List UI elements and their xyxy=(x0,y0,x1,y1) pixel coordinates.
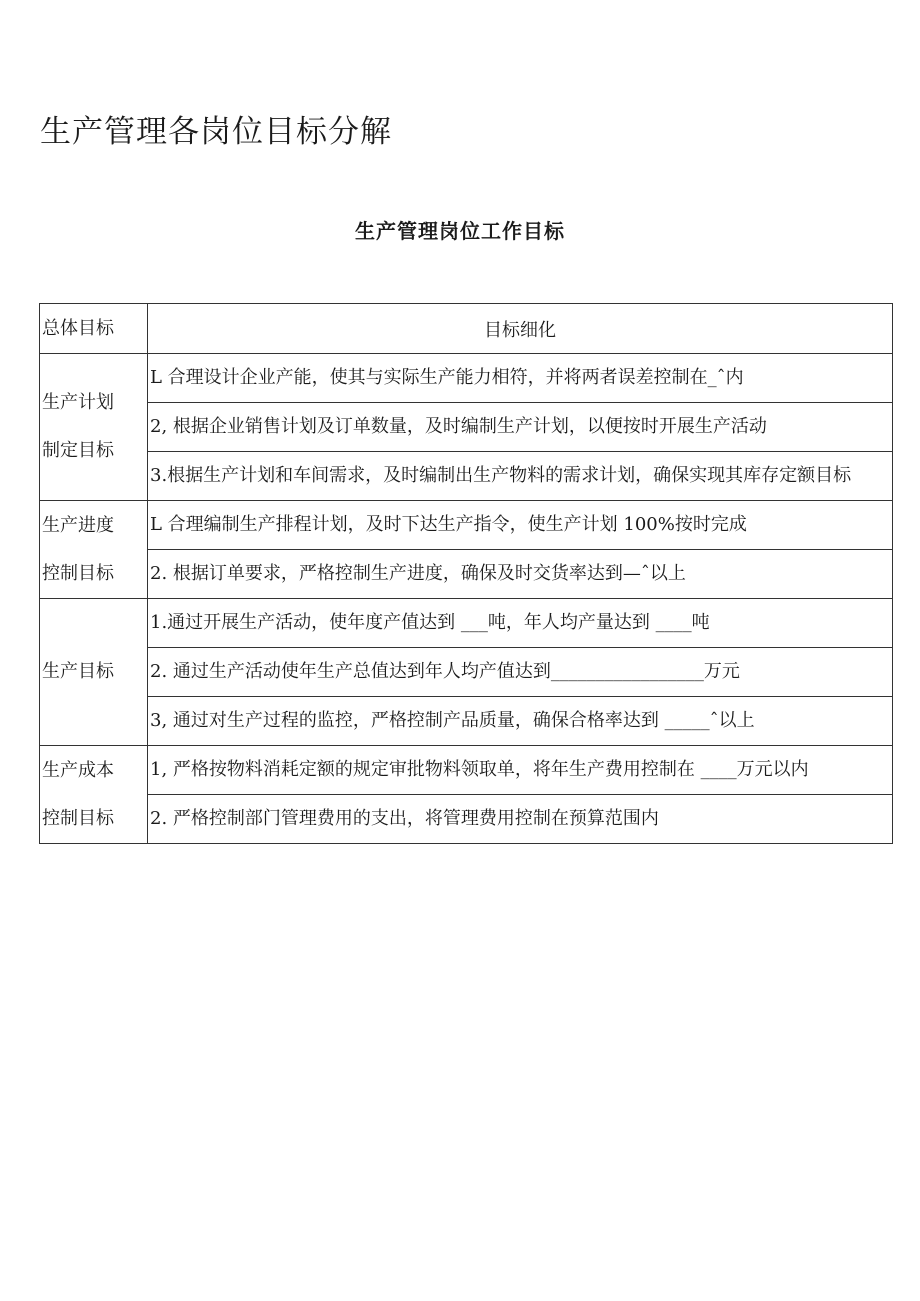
detail-cell: 2. 严格控制部门管理费用的支出，将管理费用控制在预算范围内 xyxy=(148,795,893,844)
goal-cell-cost xyxy=(40,746,148,844)
goal-label-line: 生产进度 xyxy=(42,514,114,536)
table-row xyxy=(40,452,893,501)
detail-cell: L 合理编制生产排程计划，及时下达生产指令，使生产计划 100%按时完成 xyxy=(148,501,893,550)
table-row xyxy=(40,795,893,844)
table-row xyxy=(40,354,893,403)
table-row xyxy=(40,697,893,746)
document-title: 生产管理各岗位目标分解 xyxy=(40,114,392,150)
detail-cell: 2. 根据订单要求，严格控制生产进度，确保及时交货率达到—ˆ以上 xyxy=(148,550,893,599)
goal-cell-progress xyxy=(40,501,148,599)
goal-label-line: 控制目标 xyxy=(42,562,114,584)
header-goal: 总体目标 xyxy=(40,304,148,354)
goals-table xyxy=(39,303,893,844)
detail-cell: 1, 严格按物料消耗定额的规定审批物料领取单，将年生产费用控制在 ____万元以内 xyxy=(148,746,893,795)
header-detail: 目标细化 xyxy=(148,304,893,354)
detail-cell: L 合理设计企业产能，使其与实际生产能力相符，并将两者误差控制在_ˆ内 xyxy=(148,354,893,403)
table-row xyxy=(40,648,893,697)
goal-label-line: 生产目标 xyxy=(42,661,114,682)
table-row xyxy=(40,403,893,452)
goal-label-line: 生产计划 xyxy=(42,392,114,413)
goal-label-line: 制定目标 xyxy=(42,440,114,461)
table-row xyxy=(40,746,893,795)
goal-label-line: 生产成本 xyxy=(42,759,114,781)
table-header-row xyxy=(40,304,893,354)
table-row xyxy=(40,501,893,550)
detail-cell: 2, 根据企业销售计划及订单数量，及时编制生产计划，以便按时开展生产活动 xyxy=(148,403,893,452)
section-title: 生产管理岗位工作目标 xyxy=(355,219,565,243)
detail-cell: 3, 通过对生产过程的监控，严格控制产品质量，确保合格率达到 _____ˆ以上 xyxy=(148,697,893,746)
table-row xyxy=(40,599,893,648)
goal-cell-plan xyxy=(40,354,148,501)
detail-cell: 3.根据生产计划和车间需求，及时编制出生产物料的需求计划，确保实现其库存定额目标 xyxy=(148,452,893,501)
goal-cell-production xyxy=(40,599,148,746)
detail-cell: 2. 通过生产活动使年生产总值达到年人均产值达到_________________万元 xyxy=(148,648,893,697)
table-row xyxy=(40,550,893,599)
goal-label-line: 控制目标 xyxy=(42,807,114,829)
detail-cell: 1.通过开展生产活动，使年度产值达到 ___吨，年人均产量达到 ____吨 xyxy=(148,599,893,648)
